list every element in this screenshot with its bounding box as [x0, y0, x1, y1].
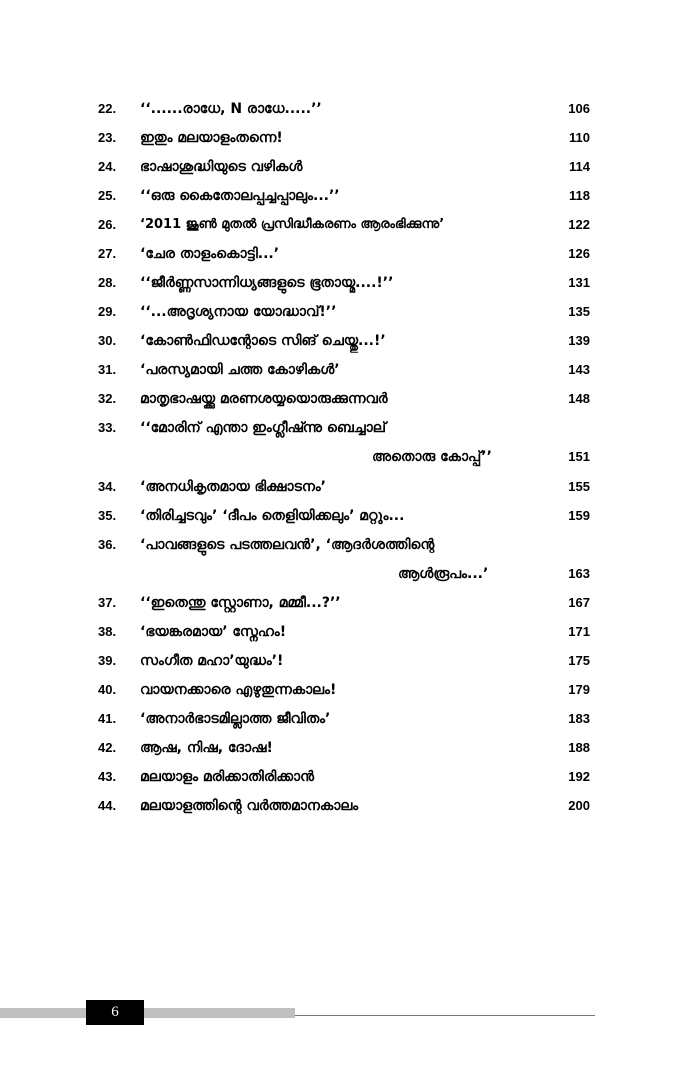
page-number-box	[86, 1000, 144, 1025]
entry-title: ‘പാവങ്ങളുടെ പടത്തലവൻ’, ‘ആദർശത്തിന്റെ	[140, 537, 435, 553]
entry-page: 143	[568, 362, 590, 377]
entry-title: വായനക്കാരെ എഴുതുന്നകാലം!	[140, 682, 337, 698]
entry-number: 35.	[98, 508, 117, 523]
toc-entry	[0, 157, 700, 186]
entry-title: മലയാളത്തിന്റെ വർത്തമാനകാലം	[140, 798, 359, 814]
entry-number: 30.	[98, 333, 117, 348]
entry-page: 114	[569, 159, 590, 174]
entry-title: ‘തിരിച്ചടവും’ ‘ദീപം തെളിയിക്കലും’ മറ്റും...	[140, 508, 405, 524]
entry-page: 148	[568, 391, 590, 406]
toc-entry	[0, 99, 700, 128]
toc-entry	[0, 389, 700, 418]
entry-number: 33.	[98, 420, 117, 435]
entry-page: 126	[568, 246, 590, 261]
toc-entry	[0, 477, 700, 506]
entry-number: 44.	[98, 798, 117, 813]
entry-number: 41.	[98, 711, 117, 726]
entry-page: 155	[568, 479, 590, 494]
entry-page: 163	[568, 566, 590, 581]
page-number: 6	[111, 1004, 119, 1020]
entry-title: ‘2011 ജൂൺ മുതൽ പ്രസിദ്ധീകരണം ആരംഭിക്കുന്നു’	[140, 217, 445, 232]
entry-title: ‘‘ഒരു കൈതോലപ്പച്ചപ്പാലും...’’	[140, 188, 340, 204]
entry-number: 37.	[98, 595, 117, 610]
entry-title: ‘അനധികൃതമായ ഭിക്ഷാടനം’	[140, 479, 327, 495]
toc-entry	[0, 767, 700, 796]
entry-number: 39.	[98, 653, 117, 668]
toc-entry	[0, 622, 700, 651]
entry-title: ആൾരൂപം...’	[398, 566, 489, 582]
entry-title: ‘‘...അദൃശ്യനായ യോദ്ധാവ്!’’	[140, 304, 337, 320]
toc-entry	[0, 506, 700, 535]
entry-title: ‘‘ജീർണ്ണസാന്നിധ്യങ്ങളുടെ ഭൂതായ്മ....!’’	[140, 275, 394, 291]
entry-number: 22.	[98, 101, 117, 116]
toc-entry	[0, 680, 700, 709]
toc-entry	[0, 418, 700, 447]
entry-page: 200	[568, 798, 590, 813]
entry-number: 36.	[98, 537, 117, 552]
entry-page: 106	[568, 101, 590, 116]
entry-page: 192	[568, 769, 590, 784]
entry-number: 38.	[98, 624, 117, 639]
toc-entry-continuation	[0, 447, 700, 476]
entry-title: മലയാളം മരിക്കാതിരിക്കാൻ	[140, 769, 315, 785]
entry-number: 32.	[98, 391, 117, 406]
entry-title: ‘‘മോരിന് എന്താ ഇംഗ്ലീഷ്ന്നു ബെച്ചാല്	[140, 420, 386, 436]
entry-page: 179	[568, 682, 590, 697]
entry-page: 175	[568, 653, 590, 668]
entry-page: 139	[568, 333, 590, 348]
toc-entry	[0, 273, 700, 302]
entry-title: ‘‘......രാധേ, N രാധേ.....’’	[140, 101, 322, 117]
toc-entry	[0, 244, 700, 273]
toc-entry	[0, 360, 700, 389]
entry-number: 26.	[98, 217, 117, 232]
entry-page: 151	[568, 449, 590, 464]
footer-rule-thin	[295, 1015, 595, 1016]
entry-page: 183	[568, 711, 590, 726]
toc-entry-continuation	[0, 564, 700, 593]
entry-number: 25.	[98, 188, 117, 203]
entry-number: 24.	[98, 159, 117, 174]
footer-rule-left	[0, 1008, 86, 1018]
entry-title: ‘അനാർഭാടമില്ലാത്ത ജീവിതം’	[140, 711, 331, 727]
entry-page: 159	[568, 508, 590, 523]
entry-title: ഭാഷാശുദ്ധിയുടെ വഴികൾ	[140, 159, 303, 175]
toc-entry	[0, 738, 700, 767]
entry-page: 122	[568, 217, 590, 232]
entry-page: 188	[568, 740, 590, 755]
toc-entry	[0, 302, 700, 331]
entry-title: ‘കോൺഫിഡന്റോടെ സിങ് ചെയ്തു...!’	[140, 333, 386, 349]
entry-title: മാതൃഭാഷയ്ക്കു മരണശയ്യയൊരുക്കുന്നവർ	[140, 391, 388, 407]
entry-title: ‘‘ഇതെന്തു സ്റ്റോണാ, മമ്മീ...?’’	[140, 595, 341, 611]
toc-entry	[0, 186, 700, 215]
entry-page: 110	[569, 130, 590, 145]
entry-page: 118	[569, 188, 590, 203]
toc-entry	[0, 535, 700, 564]
entry-number: 31.	[98, 362, 117, 377]
toc-entry	[0, 709, 700, 738]
entry-page: 131	[568, 275, 590, 290]
entry-title: ‘പരസ്യമായി ചത്ത കോഴികൾ’	[140, 362, 340, 378]
footer-rule-middle	[144, 1008, 295, 1018]
toc-entry	[0, 796, 700, 825]
toc-entry	[0, 651, 700, 680]
entry-title: ‘ഭയങ്കരമായ’ സ്നേഹം!	[140, 624, 287, 640]
entry-number: 23.	[98, 130, 117, 145]
entry-title: അതൊരു കോപ്പ്’’	[372, 449, 492, 465]
toc-entry	[0, 128, 700, 157]
entry-number: 43.	[98, 769, 117, 784]
entry-number: 34.	[98, 479, 117, 494]
entry-title: ആഷ, നിഷ, ദോഷ!	[140, 740, 273, 756]
toc-entry	[0, 593, 700, 622]
entry-number: 29.	[98, 304, 117, 319]
entry-title: സംഗീത മഹാ’യുദ്ധം’!	[140, 653, 284, 669]
entry-number: 28.	[98, 275, 117, 290]
entry-title: ഇതും മലയാളംതന്നെ!	[140, 130, 283, 146]
entry-number: 40.	[98, 682, 117, 697]
toc-entry	[0, 215, 700, 244]
toc-entry	[0, 331, 700, 360]
entry-number: 42.	[98, 740, 117, 755]
entry-title: ‘ചേര താളംകൊട്ടി...’	[140, 246, 280, 262]
entry-number: 27.	[98, 246, 117, 261]
entry-page: 167	[568, 595, 590, 610]
entry-page: 171	[568, 624, 590, 639]
entry-page: 135	[568, 304, 590, 319]
